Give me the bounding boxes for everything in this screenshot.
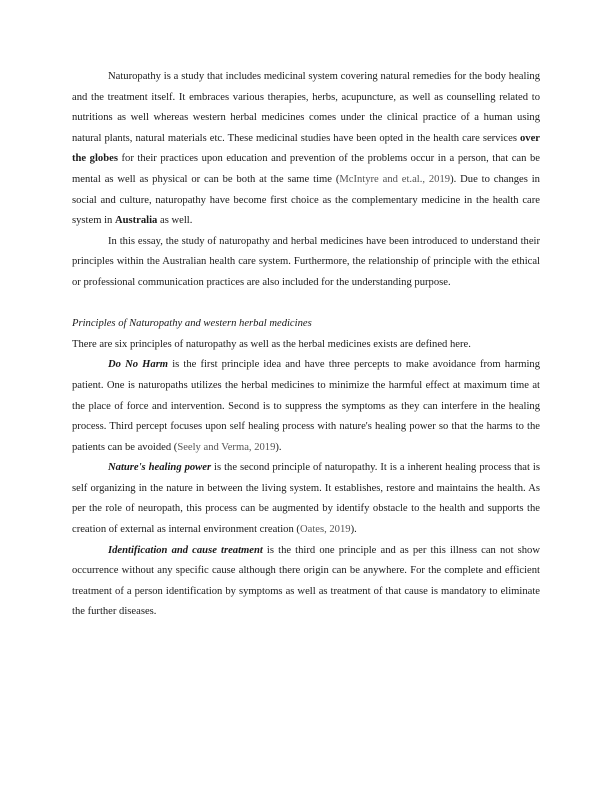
principle-paragraph-1 bbox=[72, 355, 540, 458]
text-run: Naturopathy is a study that includes medicinal system covering natural remedies for the body healing and the treatment itself. It embraces various therapies, herbs, acupuncture, as well as counselling related to nutritions as well whereas western herbal medicines comes under the clinical practice of a human using natural plants, natural materials etc. These medicinal studies have been opted in the health care services bbox=[72, 71, 540, 144]
blank-line bbox=[72, 294, 540, 315]
text-run: ). bbox=[350, 524, 357, 536]
intro-paragraph-1 bbox=[72, 67, 540, 232]
text-run: is the third one principle and as per this illness can not show occurrence without any specific cause although there origin can be anywhere. For the complete and efficient treatment of a person identification by symptoms as well as treatment of that cause is mandatory to eliminate the further diseases. bbox=[72, 544, 540, 618]
citation: Seely and Verma, 2019 bbox=[177, 441, 276, 453]
text-run: is the second principle of naturopathy. It is a inherent healing process that is self organizing in the nature in between the living system. It establishes, restore and maintains the health. As per the role of neuropath, this process can be augmented by identify obstacle to the health and supports the creation of external as internal environment creation ( bbox=[72, 462, 540, 536]
principle-paragraph-3 bbox=[72, 541, 540, 623]
text-run: as well. bbox=[157, 215, 193, 227]
citation: Oates, 2019 bbox=[299, 524, 351, 536]
principle-term: Do No Harm bbox=[108, 359, 169, 371]
principle-term: Nature's healing power bbox=[108, 462, 212, 474]
section-heading: Principles of Naturopathy and western herbal medicines bbox=[72, 318, 312, 330]
principle-paragraph-2 bbox=[72, 458, 540, 540]
text-run: ). Due to changes in social and culture, naturopathy have become first choice as the complementary medicine in the health care system in bbox=[72, 173, 540, 227]
intro-paragraph-2: In this essay, the study of naturopathy and herbal medicines have been introduced to understand their principles within the Australian health care system. Furthermore, the relationship of principle with the ethical or professional communication practices are also included for the understanding purpose. bbox=[72, 235, 540, 288]
section-lead: There are six principles of naturopathy as well as the herbal medicines exists are defined here. bbox=[72, 338, 471, 350]
bold-phrase: Australia bbox=[114, 215, 158, 227]
principle-term: Identification and cause treatment bbox=[108, 544, 263, 556]
citation: McIntyre and et.al., 2019 bbox=[339, 173, 451, 185]
text-run: ). bbox=[275, 441, 282, 453]
text-run: is the first principle idea and have three percepts to make avoidance from harming patient. One is naturopaths utilizes the herbal medicines to minimize the harmful effect at maximum time at the place of force and intervention. Second is to suppress the symptoms as they can interfere in the healing process. Third percept focuses upon self healing process with nature's healing power so that the harms to the patients can be avoided ( bbox=[72, 359, 540, 453]
bold-phrase: over the globes bbox=[72, 132, 540, 165]
text-run: for their practices upon education and prevention of the problems occur in a person, that can be mental as well as physical or can be both at the same time ( bbox=[72, 153, 540, 185]
